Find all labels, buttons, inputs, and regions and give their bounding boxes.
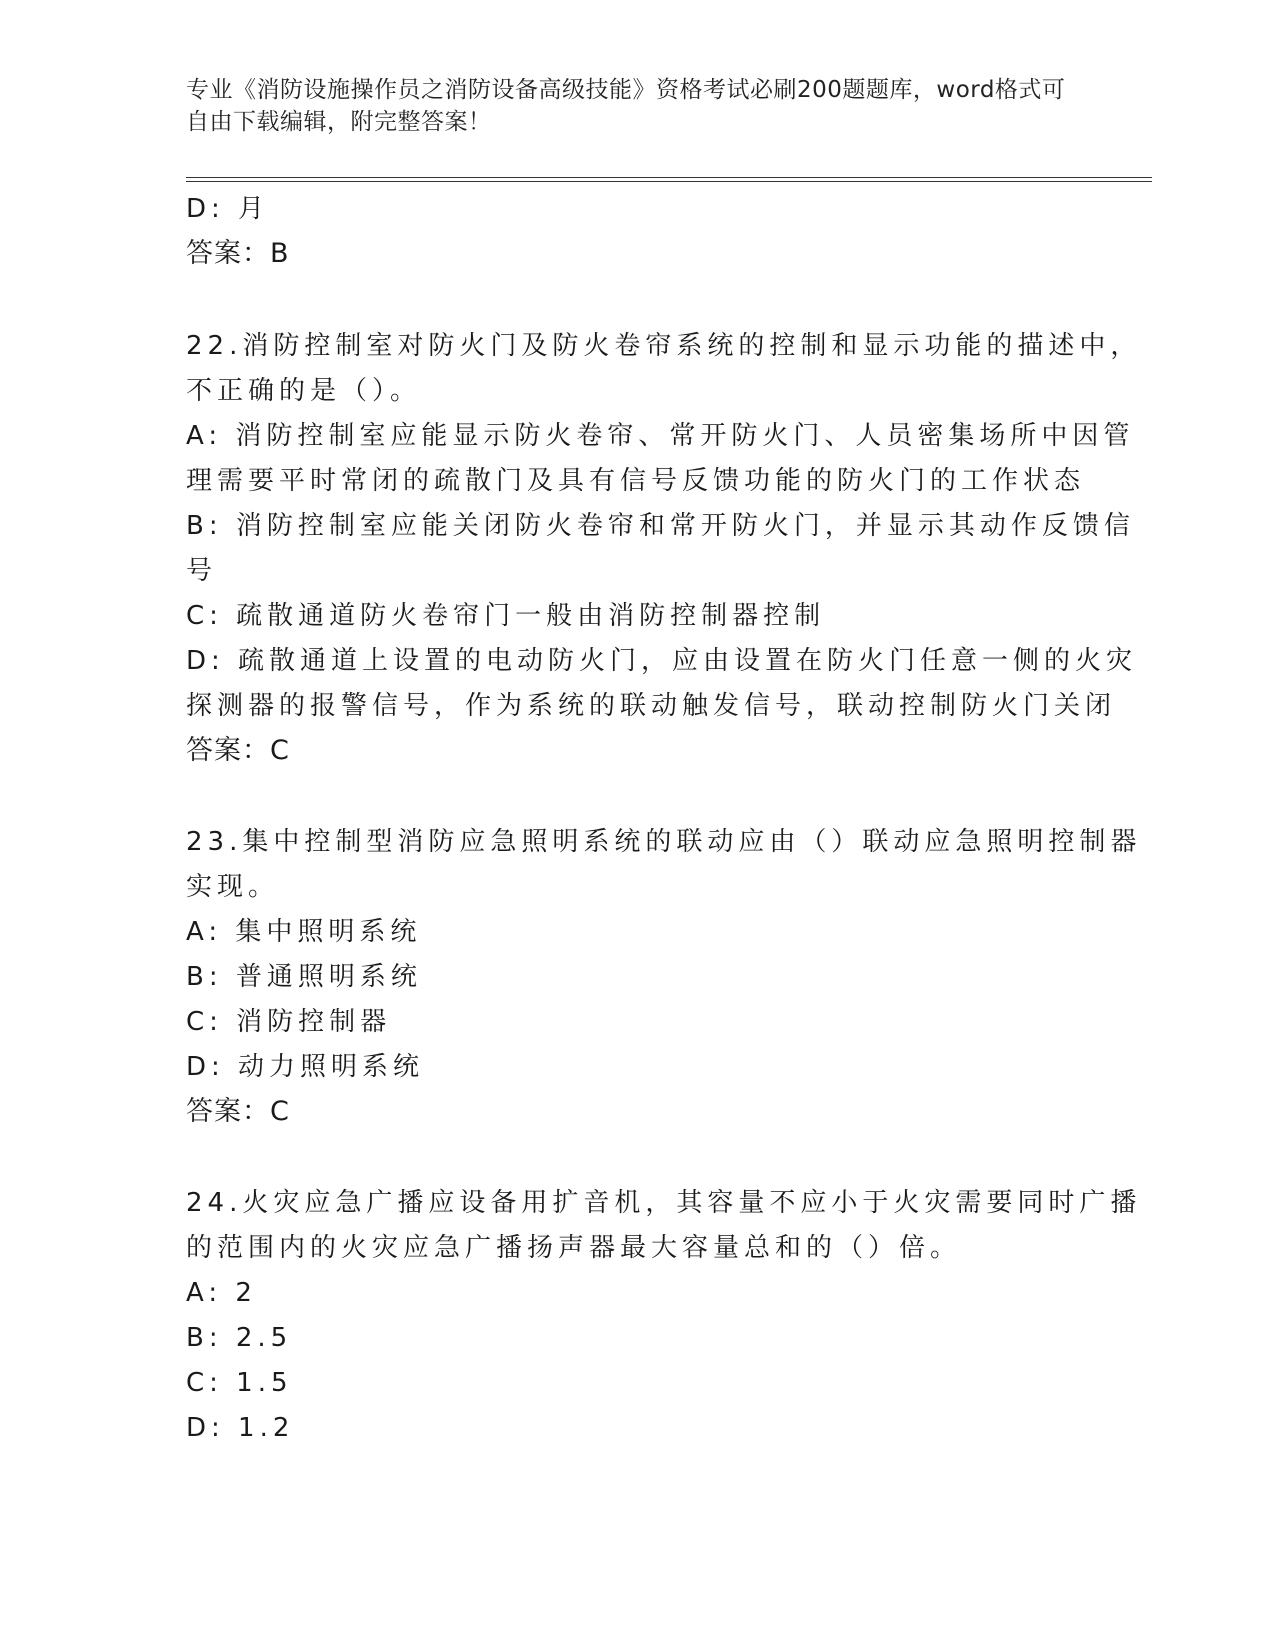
q24-option-c: C: 1.5 (186, 1368, 293, 1398)
q22-option-a-line1: A: 消防控制室应能显示防火卷帘、常开防火门、人员密集场所中因管 (186, 421, 1135, 451)
q22-option-c: C: 疏散通道防火卷帘门一般由消防控制器控制 (186, 601, 826, 631)
q22-option-d-line2: 探测器的报警信号，作为系统的联动触发信号，联动控制防火门关闭 (186, 691, 1117, 721)
q23-option-c: C: 消防控制器 (186, 1007, 392, 1037)
q23-stem-line1: 23.集中控制型消防应急照明系统的联动应由（）联动应急照明控制器 (186, 827, 1142, 857)
q22-option-a-line2: 理需要平时常闭的疏散门及具有信号反馈功能的防火门的工作状态 (186, 466, 1086, 496)
q22-answer: 答案：C (186, 735, 290, 766)
q22-stem-line1: 22.消防控制室对防火门及防火卷帘系统的控制和显示功能的描述中， (186, 331, 1142, 361)
prev-option-d: D: 月 (186, 194, 270, 224)
q24-option-b: B: 2.5 (186, 1323, 293, 1353)
q23-stem-line2: 实现。 (186, 872, 280, 902)
q22-option-d-line1: D: 疏散通道上设置的电动防火门，应由设置在防火门任意一侧的火灾 (186, 646, 1138, 676)
q24-stem-line2: 的范围内的火灾应急广播扬声器最大容量总和的（）倍。 (186, 1233, 962, 1263)
q23-answer: 答案：C (186, 1096, 290, 1127)
page-header: 专业《消防设施操作员之消防设备高级技能》资格考试必刷200题题库，word格式可自由下载编辑，附完整答案！ (186, 77, 1066, 135)
header-divider-top (186, 177, 1152, 178)
q23-option-d: D: 动力照明系统 (186, 1052, 425, 1082)
q22-option-b-line2: 号 (186, 556, 218, 586)
q23-option-a: A: 集中照明系统 (186, 917, 422, 947)
q24-option-a: A: 2 (186, 1278, 257, 1308)
prev-answer: 答案：B (186, 238, 290, 269)
q22-option-b-line1: B: 消防控制室应能关闭防火卷帘和常开防火门，并显示其动作反馈信 (186, 511, 1135, 541)
q23-option-b: B: 普通照明系统 (186, 962, 422, 992)
q24-stem-line1: 24.火灾应急广播应设备用扩音机，其容量不应小于火灾需要同时广播 (186, 1188, 1142, 1218)
q22-stem-line2: 不正确的是（）。 (186, 376, 422, 406)
q24-option-d: D: 1.2 (186, 1413, 295, 1443)
header-divider-bottom (186, 181, 1152, 182)
